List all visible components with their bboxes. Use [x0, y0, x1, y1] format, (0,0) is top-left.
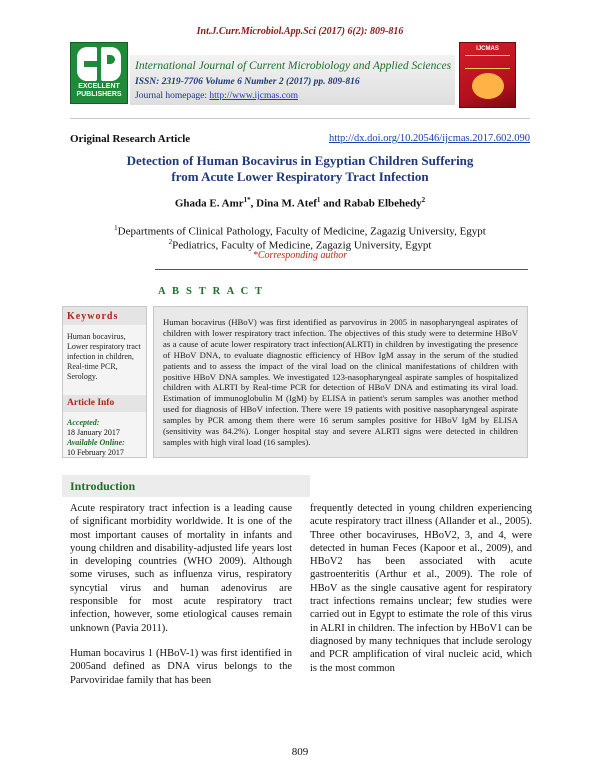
cover-decoration	[465, 55, 510, 69]
title-line-1: Detection of Human Bocavirus in Egyptian Children Suffering	[126, 153, 474, 168]
article-info	[67, 418, 145, 458]
accepted-date: 18 January 2017	[67, 428, 120, 437]
affiliation-1-text: Departments of Clinical Pathology, Faculty of Medicine, Zagazig University, Egypt	[117, 225, 486, 238]
body-column-left	[70, 502, 292, 699]
cover-artwork	[472, 73, 504, 99]
article-type: Original Research Article	[70, 133, 191, 145]
paragraph: Acute respiratory tract infection is a leading cause of significant morbidity worldwide. It is one of the most important causes of mortality in infants and young children and disability-adjusted life years lost in developing countries (WHO 2009). Although some viruses, such as influenza virus, respiratory syncytial virus and human adenovirus are responsible for most acute respiratory tract infection, however, some etiological causes remain unknown (Pavia 2011).	[70, 503, 292, 634]
logo-letter-p	[101, 47, 121, 81]
abstract-divider	[155, 269, 528, 270]
available-label: Available Online:	[67, 438, 125, 447]
corresponding-author-note: *Corresponding author	[252, 250, 348, 261]
keywords-heading: Keywords	[63, 307, 146, 325]
article-title	[0, 153, 600, 185]
homepage-link[interactable]: http://www.ijcmas.com	[209, 91, 298, 101]
author-3: Rabab Elbehedy	[343, 197, 422, 210]
affiliation-2-marker: 2	[168, 238, 173, 246]
available-date: 10 February 2017	[67, 448, 124, 457]
introduction-heading: Introduction	[70, 479, 136, 493]
article-sidebar	[62, 306, 147, 458]
journal-name: International Journal of Current Microbiology and Applied Sciences	[135, 60, 452, 72]
affiliation-2-text: Pediatrics, Faculty of Medicine, Zagazig University, Egypt	[172, 239, 432, 252]
author-1: Ghada E. Amr	[174, 197, 244, 210]
author-separator: and	[320, 197, 344, 210]
header-divider	[70, 118, 530, 119]
journal-citation: Int.J.Curr.Microbiol.App.Sci (2017) 6(2): 809-816	[196, 26, 404, 37]
title-line-2: from Acute Lower Respiratory Tract Infection	[171, 169, 429, 184]
journal-cover-image	[459, 42, 516, 108]
affiliation-1-marker: 1	[114, 224, 118, 232]
paragraph: frequently detected in young children experiencing acute respiratory tract illness (Allander et al., 2005). Three other bocaviruses, HBoV2, 3, and 4, were detected in human Feces (Kapoor et al., 2009), and HBoV2 has been associated with acute gastroenteritis (Arthur et al., 2009). The role of HBoV as the single causative agent for respiratory tract infections remains unclear; few studies were carried out in Egypt to estimate the role of this virus in ALRI in children. The infection by HBoV1 can be diagnosed by many techniques that include serology and PCR amplification of viral nucleic acid, which is the most common	[310, 503, 533, 674]
paragraph: Human bocavirus 1 (HBoV-1) was first identified in 2005and defined as DNA virus belongs to the Parvoviridae family that has been	[70, 647, 292, 686]
abstract-box	[153, 306, 528, 458]
doi-link[interactable]: http://dx.doi.org/10.20546/ijcmas.2017.602.090	[328, 133, 530, 144]
logo-letter-e	[77, 47, 97, 81]
journal-homepage	[135, 91, 298, 101]
abstract-heading: A B S T R A C T	[158, 286, 265, 297]
author-1-affil: 1*	[243, 196, 251, 204]
publisher-logo	[70, 42, 128, 104]
issn-line: ISSN: 2319-7706 Volume 6 Number 2 (2017) pp. 809-816	[135, 77, 360, 87]
author-separator: ,	[250, 197, 257, 210]
keywords-list: Human bocavirus, Lower respiratory tract infection in children, Real-time PCR, Serology.	[67, 332, 141, 381]
accepted-label: Accepted:	[67, 418, 100, 427]
body-column-right	[310, 502, 532, 687]
author-2: Dina M. Atef	[256, 197, 317, 210]
author-2-affil: 1	[316, 196, 321, 204]
cover-title: IJCMAS	[476, 46, 499, 52]
article-info-heading: Article Info	[63, 395, 146, 412]
publisher-caption: EXCELLENT PUBLISHERS	[76, 83, 122, 98]
author-3-affil: 2	[421, 196, 426, 204]
homepage-label: Journal homepage:	[135, 91, 210, 101]
abstract-text: Human bocavirus (HBoV) was first identified as parvovirus in 2005 in nasopharyngeal aspirates of children with lower respiratory tract infection. The objectives of this study were to determine HBoV as a cause of acute lower respiratory tract infection(ALRTI) in children by investigating the presence of HBoV DNA, to evaluate diagnostic efficiency of HBov IgM assay in the serum of the studied patients and to assess the impact of the viral load on the clinical manifestations of children with positive HBoV DNA samples. We investigated 123-nasopharyngeal aspirate samples of hospitalized children with ALRTI by Real-time PCR for detection of HBoV DNA and estimating its viral load. Estimation of immunoglobulin M (IgM) by ELISA in patient's serum samples was another method used for diagnosis of HBoV infection. There were 19 patients with positive nasopharyngeal aspirate samples by PCR among them there were 16 serum samples positive for HBoV IgM by ELISA (sensitivity was 84.2%). Longer hospital stay and severe ALRTI signs were detected in children samples with high viral load (16 samples).	[163, 317, 518, 447]
author-list	[0, 196, 600, 210]
page-number: 809	[291, 746, 309, 758]
